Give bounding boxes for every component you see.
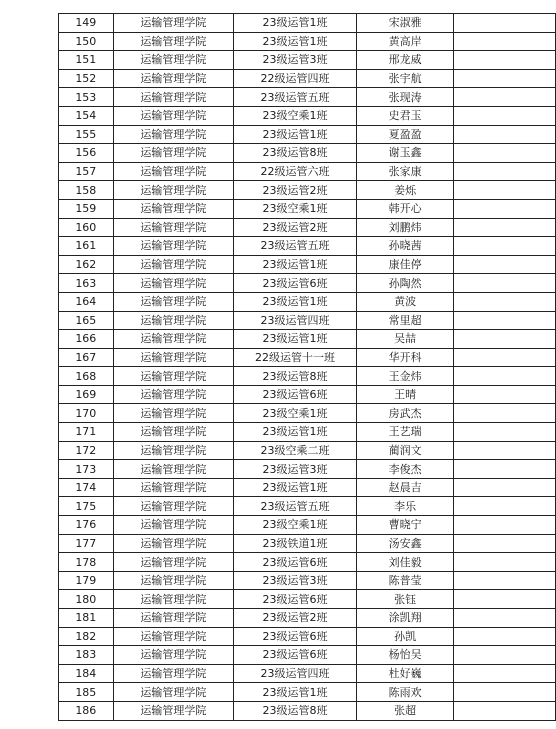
note-cell	[454, 255, 556, 274]
class-cell: 23级运管五班	[234, 88, 357, 107]
class-cell: 23级运管6班	[234, 627, 357, 646]
table-row	[59, 162, 556, 181]
student-name-cell: 刘鹏炜	[356, 218, 453, 237]
class-cell: 23级运管3班	[234, 460, 357, 479]
student-name-cell: 宋淑雅	[356, 14, 453, 33]
student-name-cell: 张钰	[356, 590, 453, 609]
row-number-cell: 159	[59, 199, 114, 218]
student-name-cell: 王金炜	[356, 367, 453, 386]
student-name-cell: 夏盈盈	[356, 125, 453, 144]
class-cell: 23级运管1班	[234, 14, 357, 33]
college-cell: 运输管理学院	[113, 106, 234, 125]
student-name-cell: 黄波	[356, 292, 453, 311]
row-number-cell: 149	[59, 14, 114, 33]
row-number-cell: 174	[59, 478, 114, 497]
note-cell	[454, 367, 556, 386]
row-number-cell: 177	[59, 534, 114, 553]
college-cell: 运输管理学院	[113, 311, 234, 330]
student-name-cell: 吴喆	[356, 330, 453, 349]
table-row	[59, 218, 556, 237]
class-cell: 23级运管1班	[234, 32, 357, 51]
note-cell	[454, 571, 556, 590]
note-cell	[454, 330, 556, 349]
class-cell: 23级运管3班	[234, 51, 357, 70]
class-cell: 23级运管五班	[234, 497, 357, 516]
college-cell: 运输管理学院	[113, 292, 234, 311]
row-number-cell: 172	[59, 441, 114, 460]
table-row	[59, 181, 556, 200]
row-number-cell: 184	[59, 664, 114, 683]
college-cell: 运输管理学院	[113, 348, 234, 367]
table-row	[59, 292, 556, 311]
table-body	[59, 14, 556, 721]
note-cell	[454, 441, 556, 460]
college-cell: 运输管理学院	[113, 367, 234, 386]
college-cell: 运输管理学院	[113, 125, 234, 144]
college-cell: 运输管理学院	[113, 32, 234, 51]
student-name-cell: 张超	[356, 701, 453, 720]
table-row	[59, 404, 556, 423]
row-number-cell: 167	[59, 348, 114, 367]
table-row	[59, 701, 556, 720]
student-name-cell: 刘佳毅	[356, 553, 453, 572]
row-number-cell: 182	[59, 627, 114, 646]
note-cell	[454, 292, 556, 311]
note-cell	[454, 181, 556, 200]
college-cell: 运输管理学院	[113, 51, 234, 70]
table-row	[59, 274, 556, 293]
college-cell: 运输管理学院	[113, 683, 234, 702]
row-number-cell: 181	[59, 609, 114, 628]
student-name-cell: 李俊杰	[356, 460, 453, 479]
college-cell: 运输管理学院	[113, 162, 234, 181]
row-number-cell: 168	[59, 367, 114, 386]
class-cell: 23级铁道1班	[234, 534, 357, 553]
college-cell: 运输管理学院	[113, 534, 234, 553]
note-cell	[454, 590, 556, 609]
row-number-cell: 171	[59, 423, 114, 442]
row-number-cell: 150	[59, 32, 114, 51]
note-cell	[454, 385, 556, 404]
note-cell	[454, 404, 556, 423]
class-cell: 22级运管十一班	[234, 348, 357, 367]
note-cell	[454, 144, 556, 163]
college-cell: 运输管理学院	[113, 590, 234, 609]
class-cell: 23级空乘1班	[234, 199, 357, 218]
college-cell: 运输管理学院	[113, 646, 234, 665]
note-cell	[454, 460, 556, 479]
table-row	[59, 683, 556, 702]
student-name-cell: 邢龙威	[356, 51, 453, 70]
class-cell: 23级运管8班	[234, 144, 357, 163]
class-cell: 22级运管六班	[234, 162, 357, 181]
row-number-cell: 158	[59, 181, 114, 200]
note-cell	[454, 69, 556, 88]
note-cell	[454, 51, 556, 70]
table-row	[59, 199, 556, 218]
row-number-cell: 185	[59, 683, 114, 702]
row-number-cell: 175	[59, 497, 114, 516]
note-cell	[454, 534, 556, 553]
college-cell: 运输管理学院	[113, 553, 234, 572]
row-number-cell: 164	[59, 292, 114, 311]
student-name-cell: 房武杰	[356, 404, 453, 423]
student-name-cell: 史君玉	[356, 106, 453, 125]
table-row	[59, 590, 556, 609]
student-name-cell: 张家康	[356, 162, 453, 181]
note-cell	[454, 218, 556, 237]
college-cell: 运输管理学院	[113, 199, 234, 218]
college-cell: 运输管理学院	[113, 69, 234, 88]
row-number-cell: 157	[59, 162, 114, 181]
table-row	[59, 237, 556, 256]
table-row	[59, 367, 556, 386]
college-cell: 运输管理学院	[113, 571, 234, 590]
row-number-cell: 156	[59, 144, 114, 163]
student-name-cell: 涂凯翔	[356, 609, 453, 628]
college-cell: 运输管理学院	[113, 144, 234, 163]
college-cell: 运输管理学院	[113, 218, 234, 237]
college-cell: 运输管理学院	[113, 330, 234, 349]
table-row	[59, 516, 556, 535]
row-number-cell: 163	[59, 274, 114, 293]
class-cell: 23级运管1班	[234, 683, 357, 702]
college-cell: 运输管理学院	[113, 609, 234, 628]
table-row	[59, 106, 556, 125]
class-cell: 23级运管8班	[234, 367, 357, 386]
college-cell: 运输管理学院	[113, 441, 234, 460]
table-row	[59, 144, 556, 163]
table-row	[59, 571, 556, 590]
college-cell: 运输管理学院	[113, 423, 234, 442]
note-cell	[454, 88, 556, 107]
student-name-cell: 孙凯	[356, 627, 453, 646]
college-cell: 运输管理学院	[113, 497, 234, 516]
table-row	[59, 553, 556, 572]
class-cell: 23级运管6班	[234, 553, 357, 572]
note-cell	[454, 32, 556, 51]
class-cell: 23级运管6班	[234, 646, 357, 665]
row-number-cell: 152	[59, 69, 114, 88]
row-number-cell: 180	[59, 590, 114, 609]
class-cell: 23级运管2班	[234, 181, 357, 200]
table-row	[59, 534, 556, 553]
table-row	[59, 441, 556, 460]
class-cell: 23级运管四班	[234, 311, 357, 330]
note-cell	[454, 106, 556, 125]
college-cell: 运输管理学院	[113, 404, 234, 423]
college-cell: 运输管理学院	[113, 627, 234, 646]
note-cell	[454, 646, 556, 665]
row-number-cell: 154	[59, 106, 114, 125]
class-cell: 23级空乘二班	[234, 441, 357, 460]
table-row	[59, 88, 556, 107]
note-cell	[454, 14, 556, 33]
student-name-cell: 韩开心	[356, 199, 453, 218]
table-row	[59, 627, 556, 646]
class-cell: 23级运管1班	[234, 478, 357, 497]
college-cell: 运输管理学院	[113, 460, 234, 479]
row-number-cell: 173	[59, 460, 114, 479]
college-cell: 运输管理学院	[113, 478, 234, 497]
student-name-cell: 姜烁	[356, 181, 453, 200]
row-number-cell: 161	[59, 237, 114, 256]
table-row	[59, 311, 556, 330]
note-cell	[454, 311, 556, 330]
student-name-cell: 孙晓茜	[356, 237, 453, 256]
row-number-cell: 155	[59, 125, 114, 144]
student-name-cell: 陈雨欢	[356, 683, 453, 702]
table-row	[59, 330, 556, 349]
student-list-table	[58, 13, 556, 721]
row-number-cell: 160	[59, 218, 114, 237]
note-cell	[454, 553, 556, 572]
class-cell: 23级运管2班	[234, 218, 357, 237]
row-number-cell: 176	[59, 516, 114, 535]
college-cell: 运输管理学院	[113, 14, 234, 33]
row-number-cell: 165	[59, 311, 114, 330]
row-number-cell: 170	[59, 404, 114, 423]
college-cell: 运输管理学院	[113, 181, 234, 200]
class-cell: 23级运管6班	[234, 274, 357, 293]
class-cell: 23级运管6班	[234, 590, 357, 609]
class-cell: 23级运管四班	[234, 664, 357, 683]
row-number-cell: 183	[59, 646, 114, 665]
class-cell: 23级运管1班	[234, 292, 357, 311]
row-number-cell: 169	[59, 385, 114, 404]
note-cell	[454, 683, 556, 702]
college-cell: 运输管理学院	[113, 385, 234, 404]
college-cell: 运输管理学院	[113, 88, 234, 107]
note-cell	[454, 423, 556, 442]
table-row	[59, 497, 556, 516]
class-cell: 23级运管8班	[234, 701, 357, 720]
table-row	[59, 125, 556, 144]
class-cell: 23级运管1班	[234, 330, 357, 349]
note-cell	[454, 478, 556, 497]
note-cell	[454, 516, 556, 535]
table-row	[59, 664, 556, 683]
student-name-cell: 陈普莹	[356, 571, 453, 590]
student-name-cell: 常里超	[356, 311, 453, 330]
table-row	[59, 646, 556, 665]
student-name-cell: 康佳停	[356, 255, 453, 274]
student-name-cell: 王晴	[356, 385, 453, 404]
class-cell: 23级运管1班	[234, 125, 357, 144]
note-cell	[454, 664, 556, 683]
note-cell	[454, 348, 556, 367]
row-number-cell: 153	[59, 88, 114, 107]
note-cell	[454, 199, 556, 218]
note-cell	[454, 627, 556, 646]
table-row	[59, 385, 556, 404]
note-cell	[454, 162, 556, 181]
table-row	[59, 348, 556, 367]
row-number-cell: 166	[59, 330, 114, 349]
row-number-cell: 151	[59, 51, 114, 70]
table-row	[59, 51, 556, 70]
college-cell: 运输管理学院	[113, 701, 234, 720]
table-row	[59, 14, 556, 33]
student-name-cell: 杨怡吴	[356, 646, 453, 665]
student-name-cell: 蔺润文	[356, 441, 453, 460]
college-cell: 运输管理学院	[113, 274, 234, 293]
table-row	[59, 460, 556, 479]
note-cell	[454, 237, 556, 256]
class-cell: 22级运管四班	[234, 69, 357, 88]
table-row	[59, 32, 556, 51]
class-cell: 23级运管1班	[234, 255, 357, 274]
class-cell: 23级空乘1班	[234, 516, 357, 535]
row-number-cell: 179	[59, 571, 114, 590]
student-name-cell: 华开科	[356, 348, 453, 367]
student-name-cell: 汤安鑫	[356, 534, 453, 553]
note-cell	[454, 125, 556, 144]
table-row	[59, 478, 556, 497]
college-cell: 运输管理学院	[113, 237, 234, 256]
table-row	[59, 423, 556, 442]
student-name-cell: 谢玉鑫	[356, 144, 453, 163]
class-cell: 23级运管1班	[234, 423, 357, 442]
student-name-cell: 孙陶然	[356, 274, 453, 293]
row-number-cell: 178	[59, 553, 114, 572]
class-cell: 23级运管6班	[234, 385, 357, 404]
note-cell	[454, 609, 556, 628]
table-row	[59, 255, 556, 274]
class-cell: 23级运管3班	[234, 571, 357, 590]
row-number-cell: 186	[59, 701, 114, 720]
note-cell	[454, 497, 556, 516]
class-cell: 23级运管2班	[234, 609, 357, 628]
note-cell	[454, 701, 556, 720]
college-cell: 运输管理学院	[113, 664, 234, 683]
student-name-cell: 王艺瑞	[356, 423, 453, 442]
note-cell	[454, 274, 556, 293]
class-cell: 23级空乘1班	[234, 404, 357, 423]
student-name-cell: 李乐	[356, 497, 453, 516]
row-number-cell: 162	[59, 255, 114, 274]
student-name-cell: 杜好巍	[356, 664, 453, 683]
table-row	[59, 69, 556, 88]
table-row	[59, 609, 556, 628]
class-cell: 23级运管五班	[234, 237, 357, 256]
student-name-cell: 张宇航	[356, 69, 453, 88]
student-name-cell: 黄高岸	[356, 32, 453, 51]
college-cell: 运输管理学院	[113, 516, 234, 535]
student-name-cell: 曹晓宁	[356, 516, 453, 535]
college-cell: 运输管理学院	[113, 255, 234, 274]
student-name-cell: 赵晨吉	[356, 478, 453, 497]
class-cell: 23级空乘1班	[234, 106, 357, 125]
student-name-cell: 张现涛	[356, 88, 453, 107]
